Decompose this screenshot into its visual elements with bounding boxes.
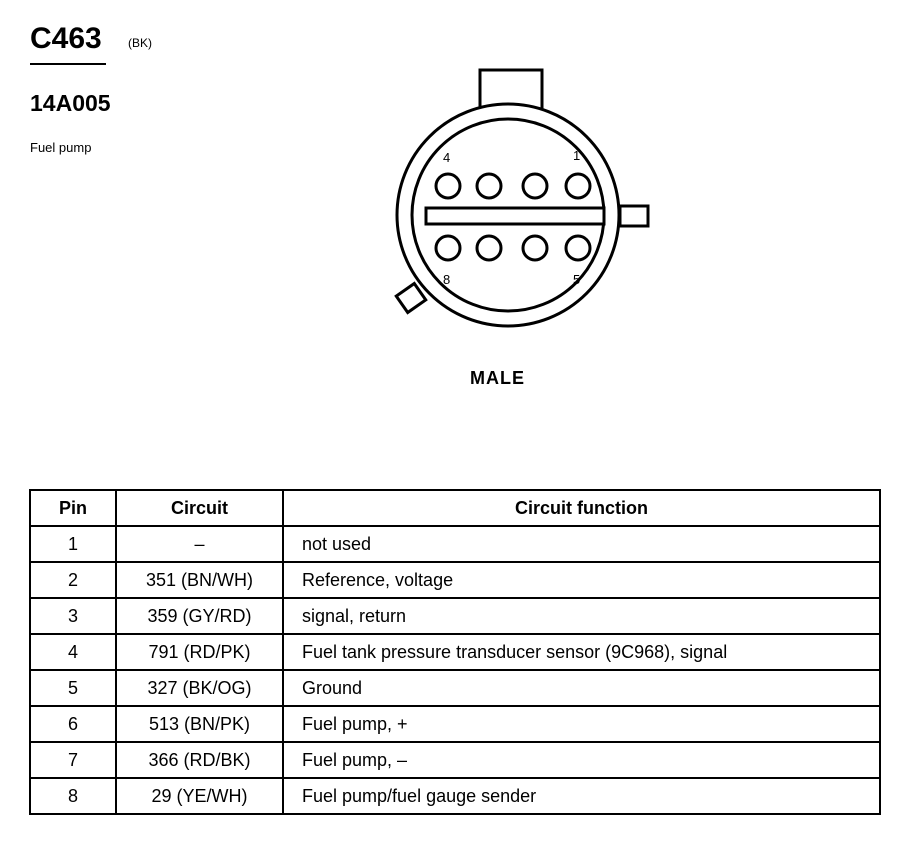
part-number: 14A005 xyxy=(30,90,111,116)
pin-cell: 3 xyxy=(30,598,116,634)
table-row xyxy=(30,562,880,598)
circuit-cell: 351 (BN/WH) xyxy=(116,562,283,598)
function-cell: Fuel pump, – xyxy=(283,742,880,778)
lower-left-key xyxy=(396,283,425,312)
connector-id-underline xyxy=(30,63,106,65)
pinout-table xyxy=(29,489,881,815)
header-circuit-function: Circuit function xyxy=(283,490,880,526)
table-header-row xyxy=(30,490,880,526)
function-cell: Fuel pump, + xyxy=(283,706,880,742)
circuit-cell: 366 (RD/BK) xyxy=(116,742,283,778)
table-row xyxy=(30,742,880,778)
cavity-number-8: 8 xyxy=(443,272,451,287)
header-circuit: Circuit xyxy=(116,490,283,526)
function-cell: signal, return xyxy=(283,598,880,634)
circuit-cell: 513 (BN/PK) xyxy=(116,706,283,742)
pin-cell: 8 xyxy=(30,778,116,814)
function-cell: Fuel tank pressure transducer sensor (9C968), signal xyxy=(283,634,880,670)
table-row xyxy=(30,634,880,670)
connector-face-diagram xyxy=(380,60,670,350)
pin-cell: 7 xyxy=(30,742,116,778)
table-row xyxy=(30,598,880,634)
table-row xyxy=(30,706,880,742)
connector-id: C463 xyxy=(30,22,102,55)
table-row xyxy=(30,670,880,706)
header-pin: Pin xyxy=(30,490,116,526)
pin-cell: 2 xyxy=(30,562,116,598)
function-cell: Fuel pump/fuel gauge sender xyxy=(283,778,880,814)
right-key xyxy=(620,206,648,226)
circuit-cell: 327 (BK/OG) xyxy=(116,670,283,706)
cavity-number-4: 4 xyxy=(443,150,451,165)
pin-cell: 1 xyxy=(30,526,116,562)
polarizing-bar xyxy=(426,208,604,224)
circuit-cell: 359 (GY/RD) xyxy=(116,598,283,634)
circuit-cell: 29 (YE/WH) xyxy=(116,778,283,814)
pin-cell: 6 xyxy=(30,706,116,742)
function-cell: not used xyxy=(283,526,880,562)
connector-gender-label: MALE xyxy=(470,368,525,388)
circuit-cell: – xyxy=(116,526,283,562)
pin-cell: 5 xyxy=(30,670,116,706)
component-description: Fuel pump xyxy=(30,140,92,155)
cavity-number-5: 5 xyxy=(573,272,581,287)
function-cell: Reference, voltage xyxy=(283,562,880,598)
cavity-number-1: 1 xyxy=(573,148,581,163)
circuit-cell: 791 (RD/PK) xyxy=(116,634,283,670)
pin-cell: 4 xyxy=(30,634,116,670)
table-row xyxy=(30,778,880,814)
function-cell: Ground xyxy=(283,670,880,706)
table-row xyxy=(30,526,880,562)
connector-color-code: (BK) xyxy=(128,36,152,50)
